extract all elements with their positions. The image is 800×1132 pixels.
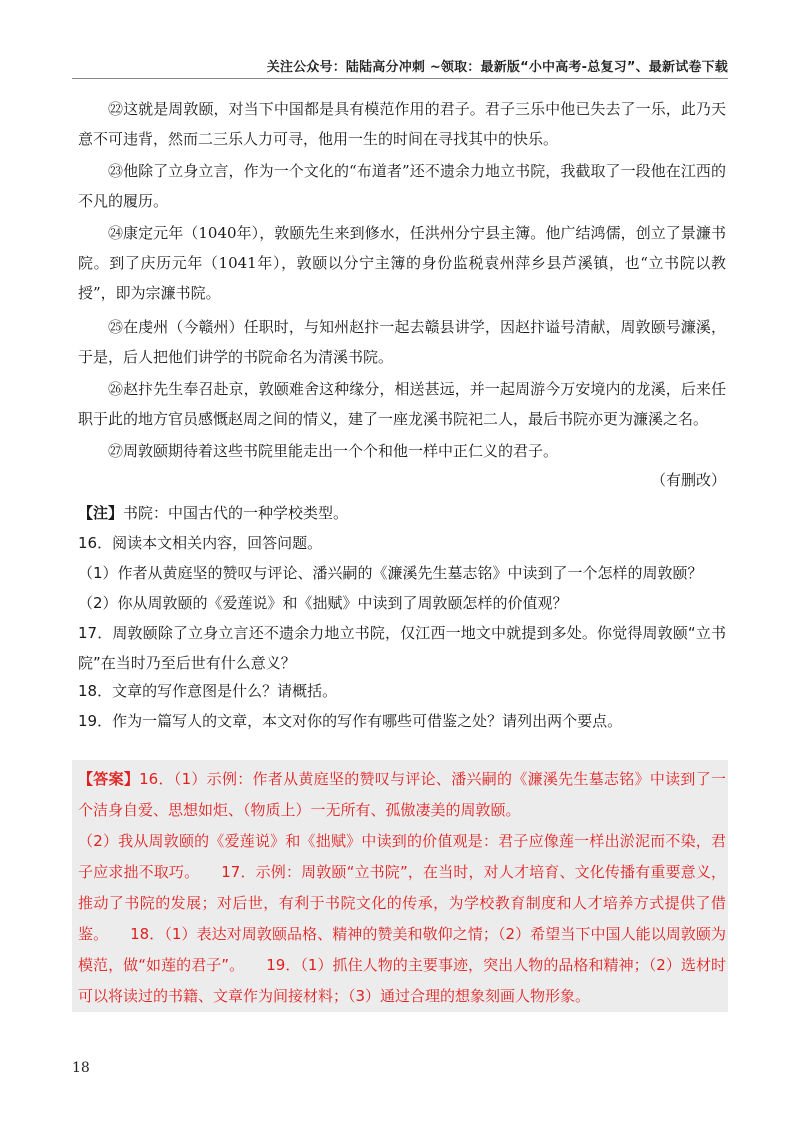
answer-section [78,764,726,1012]
question-16: 16．阅读本文相关内容，回答问题。 [78,534,323,552]
article-paragraph-24: ㉔康定元年（1040年），敦颐先生来到修水，任洪州分宁县主簿。他广结鸿儒，创立了景濂书院。到了庆历元年（1041年），敦颐以分宁主簿的身份监税袁州萍乡县芦溪镇，也“立书院以教授”，即为宗濂书院。 [78,224,726,302]
article-paragraph-26: ㉖赵抃先生奉召赴京，敦颐难舍这种缘分，相送甚远，并一起周游今万安境内的龙溪，后来任职于此的地方官员感慨赵周之间的情义，建了一座龙溪书院祀二人，最后书院亦更为濂溪之名。 [78,380,726,428]
edit-note: （有删改） [650,471,726,489]
answer-17: 17．示例：周敦颐“立书院”，在当时，对人才培育、文化传播有重要意义，推动了书院的发展；对后世，有利于书院文化的传承，为学校教育制度和人才培养方式提供了借鉴。 [78,863,726,943]
header-divider [72,78,728,79]
answer-16-1: 16．（1）示例：作者从黄庭坚的赞叹与评论、潘兴嗣的《濂溪先生墓志铭》中读到了一个洁身自爱、思想如炬、（物质上）一无所有、孤傲凄美的周敦颐。 [78,770,726,819]
question-16-part-2: （2）你从周敦颐的《爱莲说》和《拙赋》中读到了周敦颐怎样的价值观？ [78,594,568,612]
annotation-text: 书院：中国古代的一种学校类型。 [123,504,349,522]
answer-19: 19．（1）抓住人物的主要事迹，突出人物的品格和精神；（2）选材时可以将读过的书籍、文章作为间接材料；（3）通过合理的想象刻画人物形象。 [78,956,726,1005]
page-number: 18 [72,1060,90,1076]
annotation-label: 【注】 [78,504,124,522]
annotation [78,498,726,528]
answer-18: 18．（1）表达对周敦颐品格、精神的赞美和敬仰之情；（2）希望当下中国人能以周敦颐为模范，做“如莲的君子”。 [78,925,726,974]
article-paragraph-27: ㉗周敦颐期待着这些书院里能走出一个个和他一样中正仁义的君子。 [108,442,559,460]
question-16-part-1: （1）作者从黄庭坚的赞叹与评论、潘兴嗣的《濂溪先生墓志铭》中读到了一个怎样的周敦颐？ [78,564,703,582]
page-header: 关注公众号：陆陆高分冲刺 ~领取：最新版“小中高考-总复习”、最新试卷下载 [266,60,728,75]
question-19: 19．作为一篇写人的文章，本文对你的写作有哪些可借鉴之处？请列出两个要点。 [78,712,623,730]
answer-label: 【答案】 [78,770,140,788]
question-17: 17．周敦颐除了立身立言还不遗余力地立书院，仅江西一地文中就提到多处。你觉得周敦颐“立书院”在当时乃至后世有什么意义？ [78,624,726,672]
question-18: 18．文章的写作意图是什么？请概括。 [78,682,338,700]
article-paragraph-22: ㉒这就是周敦颐，对当下中国都是具有模范作用的君子。君子三乐中他已失去了一乐，此乃天意不可违背，然而二三乐人力可寻，他用一生的时间在寻找其中的快乐。 [78,100,726,148]
article-paragraph-25: ㉕在虔州（今赣州）任职时，与知州赵抃一起去赣县讲学，因赵抃谥号清献，周敦颐号濂溪，于是，后人把他们讲学的书院命名为清溪书院。 [78,318,726,366]
answer-16-2: （2）我从周敦颐的《爱莲说》和《拙赋》中读到的价值观是：君子应像莲一样出淤泥而不染，君子应求拙不取巧。 [78,832,726,881]
article-paragraph-23: ㉓他除了立身立言，作为一个文化的“布道者”还不遗余力地立书院，我截取了一段他在江西的不凡的履历。 [78,162,726,210]
